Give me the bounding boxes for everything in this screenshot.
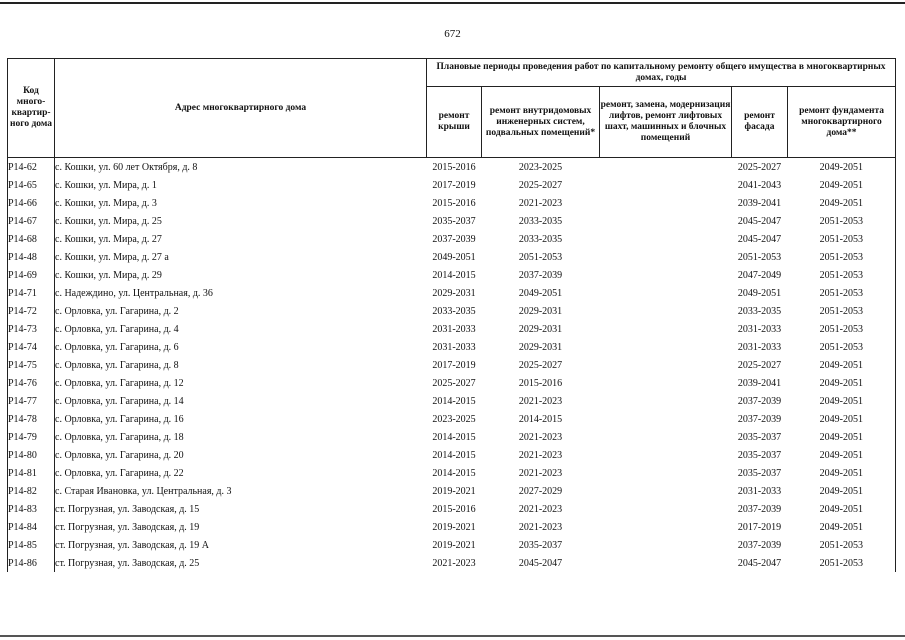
cell-roof: 2021-2023 [432, 557, 476, 569]
cell-foundation: 2049-2051 [788, 518, 896, 536]
cell-code: Р14-72 [8, 302, 55, 320]
cell-facade: 2025-2027 [732, 158, 788, 177]
table-row [8, 302, 896, 320]
cell-address: с. Кошки, ул. 60 лет Октября, д. 8 [55, 158, 427, 177]
cell-foundation: 2051-2053 [788, 266, 896, 284]
cell-foundation: 2049-2051 [788, 374, 896, 392]
cell-foundation: 2051-2053 [788, 554, 896, 572]
cell-facade: 2037-2039 [737, 539, 782, 551]
cell-systems: 2021-2023 [518, 503, 563, 515]
cell-systems: 2021-2023 [518, 449, 563, 461]
cell-roof: 2015-2016 [432, 503, 476, 515]
cell-address: с. Надеждино, ул. Центральная, д. 36 [55, 287, 213, 299]
cell-facade: 2035-2037 [737, 467, 782, 479]
cell-facade: 2037-2039 [737, 395, 782, 407]
table-row [8, 194, 896, 212]
table-row [8, 464, 896, 482]
cell-code: Р14-75 [8, 356, 55, 374]
cell-address: с. Орловка, ул. Гагарина, д. 2 [55, 305, 179, 317]
cell-facade: 2047-2049 [737, 269, 782, 281]
cell-code: Р14-78 [8, 410, 55, 428]
cell-systems: 2015-2016 [518, 377, 563, 389]
cell-address: с. Орловка, ул. Гагарина, д. 16 [55, 413, 184, 425]
table-row [8, 338, 896, 356]
cell-systems: 2033-2035 [518, 233, 563, 245]
cell-lifts [600, 230, 732, 248]
cell-address: с. Кошки, ул. Мира, д. 27 [55, 233, 162, 245]
table-row [8, 518, 896, 536]
cell-address: с. Кошки, ул. Мира, д. 3 [55, 197, 157, 209]
cell-foundation: 2051-2053 [788, 284, 896, 302]
table-row [8, 176, 896, 194]
cell-roof: 2031-2033 [432, 323, 476, 335]
cell-lifts [600, 194, 732, 212]
cell-roof: 2037-2039 [432, 233, 476, 245]
table-row [8, 248, 896, 266]
cell-lifts [600, 410, 732, 428]
cell-code: Р14-68 [8, 230, 55, 248]
cell-systems: 2021-2023 [518, 197, 563, 209]
cell-systems: 2029-2031 [518, 305, 563, 317]
cell-address: с. Орловка, ул. Гагарина, д. 14 [55, 395, 184, 407]
cell-foundation: 2049-2051 [788, 428, 896, 446]
header-periods-group: Плановые периоды проведения работ по капитальному ремонту общего имущества в многоквартирных домах, годы [427, 59, 896, 87]
cell-facade: 2045-2047 [737, 215, 782, 227]
cell-systems: 2021-2023 [518, 395, 563, 407]
table-row [8, 212, 896, 230]
cell-facade: 2041-2043 [737, 179, 782, 191]
cell-code: Р14-79 [8, 428, 55, 446]
table-row [8, 356, 896, 374]
cell-address: с. Орловка, ул. Гагарина, д. 12 [55, 377, 184, 389]
cell-code: Р14-84 [8, 518, 55, 536]
cell-address: с. Кошки, ул. Мира, д. 29 [55, 269, 162, 281]
cell-roof: 2019-2021 [432, 485, 476, 497]
cell-address: с. Орловка, ул. Гагарина, д. 22 [55, 467, 184, 479]
cell-lifts [600, 356, 732, 374]
cell-lifts [600, 302, 732, 320]
cell-address: ст. Погрузная, ул. Заводская, д. 15 [55, 503, 200, 515]
cell-systems: 2014-2015 [518, 413, 563, 425]
cell-code: Р14-81 [8, 464, 55, 482]
cell-foundation: 2049-2051 [788, 500, 896, 518]
cell-foundation: 2051-2053 [788, 536, 896, 554]
cell-facade: 2031-2033 [737, 341, 782, 353]
cell-address: с. Орловка, ул. Гагарина, д. 6 [55, 341, 179, 353]
cell-facade: 2035-2037 [737, 431, 782, 443]
cell-facade: 2031-2033 [737, 323, 782, 335]
cell-lifts [600, 176, 732, 194]
cell-roof: 2023-2025 [432, 413, 476, 425]
cell-roof: 2017-2019 [432, 179, 476, 191]
cell-lifts [600, 446, 732, 464]
header-facade: ремонт фасада [732, 87, 788, 158]
cell-lifts [600, 158, 732, 177]
cell-systems: 2037-2039 [518, 269, 563, 281]
cell-systems: 2025-2027 [518, 179, 563, 191]
header-code: Код много-квартир-ного дома [8, 59, 55, 158]
cell-roof: 2035-2037 [432, 215, 476, 227]
cell-code: Р14-62 [8, 158, 55, 177]
table-row [8, 554, 896, 572]
cell-code: Р14-86 [8, 554, 55, 572]
cell-code: Р14-48 [8, 248, 55, 266]
cell-systems: 2027-2029 [518, 485, 563, 497]
cell-facade: 2045-2047 [737, 233, 782, 245]
cell-lifts [600, 284, 732, 302]
cell-foundation: 2051-2053 [788, 248, 896, 266]
table-row [8, 320, 896, 338]
cell-roof: 2049-2051 [432, 251, 476, 263]
cell-address: ст. Погрузная, ул. Заводская, д. 25 [55, 557, 200, 569]
cell-roof: 2029-2031 [432, 287, 476, 299]
table-row [8, 446, 896, 464]
cell-roof: 2017-2019 [432, 359, 476, 371]
cell-foundation: 2049-2051 [788, 356, 896, 374]
cell-address: с. Кошки, ул. Мира, д. 25 [55, 215, 162, 227]
cell-systems: 2021-2023 [518, 431, 563, 443]
cell-lifts [600, 248, 732, 266]
cell-code: Р14-69 [8, 266, 55, 284]
cell-code: Р14-71 [8, 284, 55, 302]
header-lifts: ремонт, замена, модернизация лифтов, ремонт лифтовых шахт, машинных и блочных помещений [600, 87, 732, 158]
cell-code: Р14-77 [8, 392, 55, 410]
cell-lifts [600, 500, 732, 518]
cell-foundation: 2051-2053 [788, 302, 896, 320]
cell-facade: 2045-2047 [737, 557, 782, 569]
page-number: 672 [444, 28, 461, 40]
cell-systems: 2051-2053 [518, 251, 563, 263]
cell-foundation: 2051-2053 [788, 230, 896, 248]
cell-systems: 2049-2051 [518, 287, 563, 299]
cell-roof: 2014-2015 [432, 449, 476, 461]
table-row [8, 266, 896, 284]
table-body [8, 158, 896, 573]
cell-systems: 2025-2027 [518, 359, 563, 371]
cell-code: Р14-74 [8, 338, 55, 356]
cell-facade: 2039-2041 [737, 197, 782, 209]
cell-roof: 2025-2027 [432, 377, 476, 389]
cell-facade: 2017-2019 [737, 521, 782, 533]
cell-roof: 2014-2015 [432, 269, 476, 281]
cell-roof: 2015-2016 [432, 197, 476, 209]
cell-roof: 2015-2016 [427, 158, 482, 177]
cell-lifts [600, 320, 732, 338]
cell-code: Р14-66 [8, 194, 55, 212]
table-row [8, 500, 896, 518]
cell-code: Р14-85 [8, 536, 55, 554]
cell-roof: 2031-2033 [432, 341, 476, 353]
cell-facade: 2051-2053 [737, 251, 782, 263]
cell-systems: 2029-2031 [518, 341, 563, 353]
cell-lifts [600, 374, 732, 392]
cell-lifts [600, 212, 732, 230]
bottom-rule [0, 635, 905, 637]
cell-foundation: 2049-2051 [788, 176, 896, 194]
cell-foundation: 2051-2053 [788, 320, 896, 338]
cell-code: Р14-67 [8, 212, 55, 230]
cell-systems: 2045-2047 [518, 557, 563, 569]
cell-address: ст. Погрузная, ул. Заводская, д. 19 [55, 521, 200, 533]
table-row [8, 428, 896, 446]
cell-lifts [600, 536, 732, 554]
cell-code: Р14-82 [8, 482, 55, 500]
cell-facade: 2035-2037 [737, 449, 782, 461]
table-row [8, 158, 896, 177]
cell-address: с. Орловка, ул. Гагарина, д. 4 [55, 323, 179, 335]
cell-lifts [600, 338, 732, 356]
cell-address: с. Кошки, ул. Мира, д. 1 [55, 179, 157, 191]
repair-schedule-table [7, 58, 896, 572]
table-row [8, 536, 896, 554]
cell-address: с. Орловка, ул. Гагарина, д. 8 [55, 359, 179, 371]
cell-code: Р14-73 [8, 320, 55, 338]
cell-facade: 2037-2039 [737, 413, 782, 425]
header-foundation: ремонт фундамента многоквартирного дома** [788, 87, 896, 158]
cell-lifts [600, 518, 732, 536]
cell-address: с. Орловка, ул. Гагарина, д. 18 [55, 431, 184, 443]
table-row [8, 230, 896, 248]
cell-roof: 2014-2015 [432, 431, 476, 443]
cell-code: Р14-80 [8, 446, 55, 464]
cell-roof: 2014-2015 [432, 467, 476, 479]
cell-foundation: 2049-2051 [788, 482, 896, 500]
cell-address: с. Орловка, ул. Гагарина, д. 20 [55, 449, 184, 461]
cell-systems: 2033-2035 [518, 215, 563, 227]
table-row [8, 374, 896, 392]
table-row [8, 482, 896, 500]
cell-facade: 2039-2041 [737, 377, 782, 389]
cell-roof: 2033-2035 [432, 305, 476, 317]
cell-address: с. Старая Ивановка, ул. Центральная, д. 3 [55, 485, 232, 497]
cell-facade: 2031-2033 [737, 485, 782, 497]
cell-lifts [600, 482, 732, 500]
cell-code: Р14-76 [8, 374, 55, 392]
cell-foundation: 2049-2051 [788, 158, 896, 177]
cell-foundation: 2049-2051 [788, 446, 896, 464]
cell-address: с. Кошки, ул. Мира, д. 27 а [55, 251, 169, 263]
top-rule [0, 2, 905, 4]
cell-roof: 2019-2021 [432, 539, 476, 551]
cell-facade: 2025-2027 [737, 359, 782, 371]
cell-lifts [600, 428, 732, 446]
cell-code: Р14-65 [8, 176, 55, 194]
header-roof: ремонт крыши [427, 87, 482, 158]
cell-lifts [600, 392, 732, 410]
cell-systems: 2021-2023 [518, 521, 563, 533]
cell-foundation: 2049-2051 [788, 464, 896, 482]
cell-foundation: 2051-2053 [788, 338, 896, 356]
cell-lifts [600, 464, 732, 482]
cell-code: Р14-83 [8, 500, 55, 518]
cell-systems: 2023-2025 [482, 158, 600, 177]
cell-foundation: 2051-2053 [788, 212, 896, 230]
cell-foundation: 2049-2051 [788, 392, 896, 410]
cell-systems: 2021-2023 [518, 467, 563, 479]
table-row [8, 284, 896, 302]
cell-facade: 2049-2051 [737, 287, 782, 299]
cell-lifts [600, 554, 732, 572]
header-systems: ремонт внутридомовых инженерных систем, подвальных помещений* [482, 87, 600, 158]
cell-lifts [600, 266, 732, 284]
header-address: Адрес многоквартирного дома [55, 59, 427, 158]
cell-systems: 2035-2037 [518, 539, 563, 551]
cell-facade: 2037-2039 [737, 503, 782, 515]
cell-systems: 2029-2031 [518, 323, 563, 335]
table-row [8, 410, 896, 428]
cell-foundation: 2049-2051 [788, 410, 896, 428]
cell-roof: 2019-2021 [432, 521, 476, 533]
cell-facade: 2033-2035 [737, 305, 782, 317]
cell-roof: 2014-2015 [432, 395, 476, 407]
table-row [8, 392, 896, 410]
cell-foundation: 2049-2051 [788, 194, 896, 212]
table-header [8, 59, 896, 158]
cell-address: ст. Погрузная, ул. Заводская, д. 19 А [55, 539, 210, 551]
